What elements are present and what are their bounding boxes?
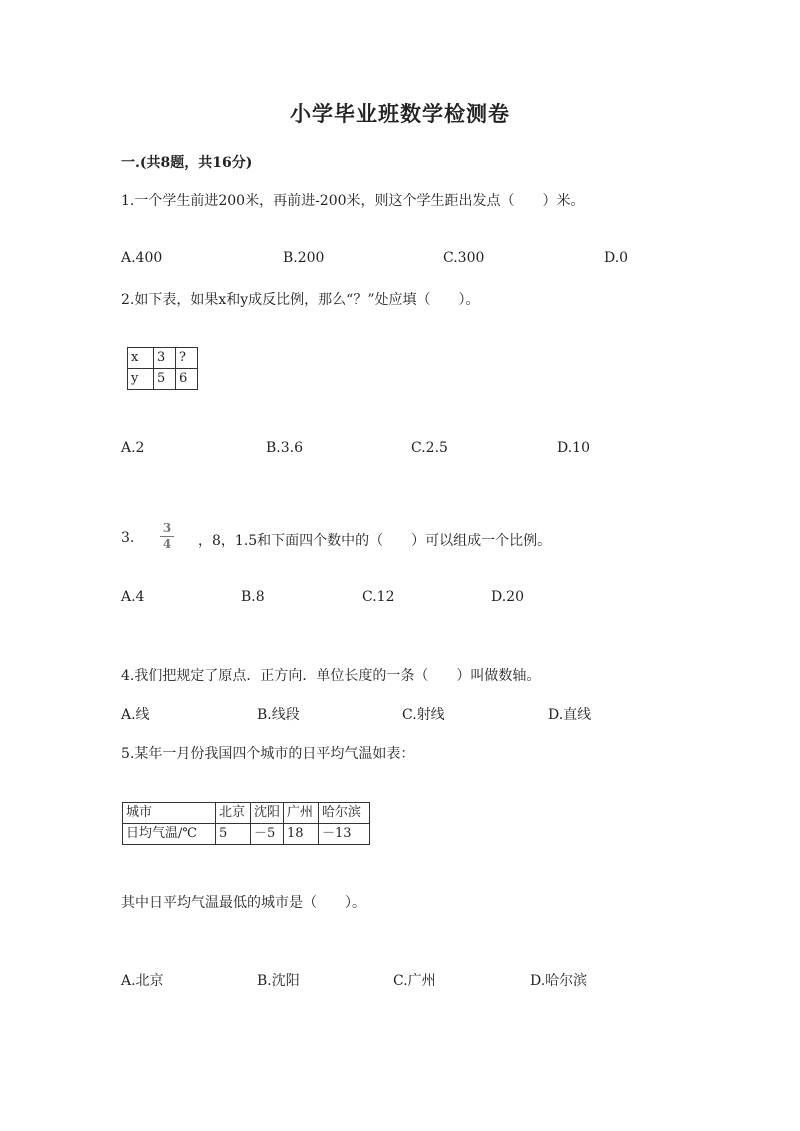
table-cell: 6 [176, 369, 198, 390]
fraction-denominator: 4 [162, 537, 172, 551]
table-row [123, 803, 370, 824]
table-cell: 哈尔滨 [319, 803, 370, 824]
table-row [123, 824, 370, 845]
option-a: A.400 [121, 250, 163, 266]
table-cell: －5 [251, 824, 284, 845]
question-1-options [121, 250, 741, 270]
option-b: B.线段 [257, 707, 300, 723]
option-b: B.沈阳 [257, 973, 300, 989]
question-2-text: 2.如下表，如果x和y成反比例，那么“？”处应填（ ）。 [121, 292, 480, 308]
option-b: B.200 [283, 250, 325, 266]
option-a: A.线 [121, 707, 150, 723]
table-cell: x [128, 348, 154, 369]
option-d: D.20 [491, 589, 524, 605]
question-3-text: ，8，1.5和下面四个数中的（ ）可以组成一个比例。 [198, 533, 552, 549]
option-c: C.广州 [393, 973, 436, 989]
table-cell: 3 [154, 348, 176, 369]
question-4-options [121, 704, 741, 724]
fraction-numerator: 3 [162, 521, 172, 535]
option-c: C.射线 [402, 707, 445, 723]
table-cell: ? [176, 348, 198, 369]
option-d: D.0 [604, 250, 629, 266]
question-3-options [121, 589, 741, 609]
fraction-three-quarters [160, 522, 174, 551]
city-temperature-table [122, 802, 370, 845]
option-b: B.3.6 [266, 440, 304, 456]
question-2-options [121, 440, 741, 460]
table-cell: 18 [284, 824, 319, 845]
option-a: A.2 [121, 440, 145, 456]
table-cell: 5 [216, 824, 251, 845]
question-5-prompt: 其中日平均气温最低的城市是（ ）。 [121, 895, 366, 911]
table-cell: 5 [154, 369, 176, 390]
option-d: D.哈尔滨 [530, 973, 588, 989]
option-c: C.300 [443, 250, 485, 266]
question-5-text: 5.某年一月份我国四个城市的日平均气温如表： [121, 746, 415, 762]
table-cell: 广州 [284, 803, 319, 824]
table-cell: y [128, 369, 154, 390]
question-3-number: 3. [121, 530, 135, 546]
table-row [128, 348, 198, 369]
table-cell: 城市 [123, 803, 216, 824]
table-cell: －13 [319, 824, 370, 845]
table-row [128, 369, 198, 390]
table-cell: 北京 [216, 803, 251, 824]
option-c: C.2.5 [411, 440, 448, 456]
table-cell: 沈阳 [251, 803, 284, 824]
question-4-text: 4.我们把规定了原点．正方向．单位长度的一条（ ）叫做数轴。 [121, 668, 541, 684]
option-c: C.12 [362, 589, 395, 605]
option-a: A.4 [121, 589, 145, 605]
page-title: 小学毕业班数学检测卷 [290, 101, 510, 126]
option-d: D.10 [557, 440, 590, 456]
table-cell: 日均气温/℃ [123, 824, 216, 845]
option-a: A.北京 [121, 973, 164, 989]
option-b: B.8 [241, 589, 265, 605]
option-d: D.直线 [548, 707, 592, 723]
section-heading: 一.(共8题，共16分) [121, 155, 253, 171]
question-5-options [121, 970, 741, 990]
xy-table [127, 347, 198, 390]
question-1-text: 1.一个学生前进200米，再前进-200米，则这个学生距出发点（ ）米。 [121, 193, 585, 209]
